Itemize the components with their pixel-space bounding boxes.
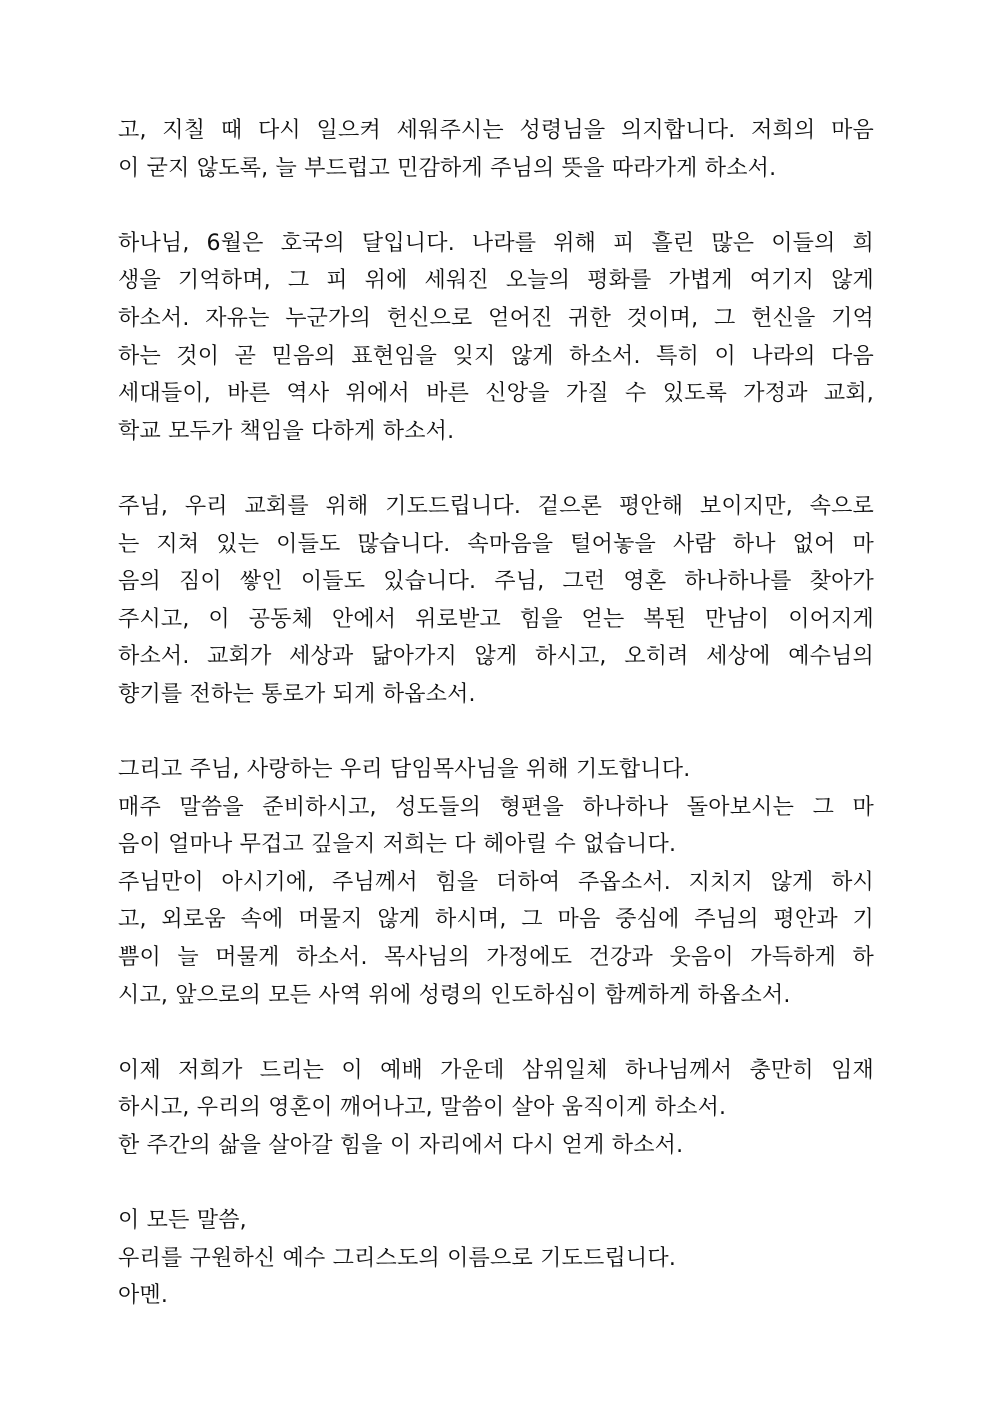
text-line: 고, 지칠 때 다시 일으켜 세워주시는 성령님을 의지합니다. 저희의 마음 [118,118,874,143]
text-line: 하소서. 교회가 세상과 닮아가지 않게 하시고, 오히려 세상에 예수님의 [118,644,874,670]
text-line: 우리를 구원하신 예수 그리스도의 이름으로 기도드립니다. [118,1245,677,1271]
text-line: 시고, 앞으로의 모든 사역 위에 성령의 인도하심이 함께하게 하옵소서. [118,982,791,1008]
paragraph-5 [118,1052,874,1165]
text-line: 주님만이 아시기에, 주님께서 힘을 더하여 주옵소서. 지치지 않게 하시 [118,869,874,895]
text-line: 이제 저희가 드리는 이 예배 가운데 삼위일체 하나님께서 충만히 임재 [118,1057,874,1083]
paragraph-closing [118,1202,874,1315]
text-line: 매주 말씀을 준비하시고, 성도들의 형편을 하나하나 돌아보시는 그 마 [118,794,874,820]
amen-line: 아멘. [118,1283,169,1309]
text-line: 음의 짐이 쌓인 이들도 있습니다. 주님, 그런 영혼 하나하나를 찾아가 [118,569,874,595]
paragraph-3 [118,488,874,714]
text-line: 는 지쳐 있는 이들도 많습니다. 속마음을 털어놓을 사람 하나 없어 마 [118,531,874,557]
text-line: 한 주간의 삶을 살아갈 힘을 이 자리에서 다시 얻게 하소서. [118,1133,684,1159]
text-line: 고, 외로움 속에 머물지 않게 하시며, 그 마음 중심에 주님의 평안과 기 [118,907,874,933]
text-line: 세대들이, 바른 역사 위에서 바른 신앙을 가질 수 있도록 가정과 교회, [118,381,874,407]
text-line: 음이 얼마나 무겁고 깊을지 저희는 다 헤아릴 수 없습니다. [118,832,677,858]
text-line: 생을 기억하며, 그 피 위에 세워진 오늘의 평화를 가볍게 여기지 않게 [118,268,874,294]
text-line: 하나님, 6월은 호국의 달입니다. 나라를 위해 피 흘린 많은 이들의 희 [118,230,874,256]
text-line: 주님, 우리 교회를 위해 기도드립니다. 겉으론 평안해 보이지만, 속으로 [118,493,874,519]
paragraph-1 [118,112,874,187]
paragraph-2 [118,225,874,451]
text-line: 학교 모두가 책임을 다하게 하소서. [118,418,455,444]
text-line: 이 모든 말씀, [118,1208,247,1234]
text-line: 하시고, 우리의 영혼이 깨어나고, 말씀이 살아 움직이게 하소서. [118,1095,727,1121]
text-line: 하소서. 자유는 누군가의 헌신으로 얻어진 귀한 것이며, 그 헌신을 기억 [118,305,874,331]
paragraph-4 [118,751,874,1014]
text-line: 이 굳지 않도록, 늘 부드럽고 민감하게 주님의 뜻을 따라가게 하소서. [118,155,777,181]
text-line: 하는 것이 곧 믿음의 표현임을 잊지 않게 하소서. 특히 이 나라의 다음 [118,343,874,369]
text-line: 주시고, 이 공동체 안에서 위로받고 힘을 얻는 복된 만남이 이어지게 [118,606,874,632]
text-line: 그리고 주님, 사랑하는 우리 담임목사님을 위해 기도합니다. [118,757,691,783]
text-line: 쁨이 늘 머물게 하소서. 목사님의 가정에도 건강과 웃음이 가득하게 하 [118,945,874,971]
prayer-document [118,112,874,1315]
text-line: 향기를 전하는 통로가 되게 하옵소서. [118,681,476,707]
